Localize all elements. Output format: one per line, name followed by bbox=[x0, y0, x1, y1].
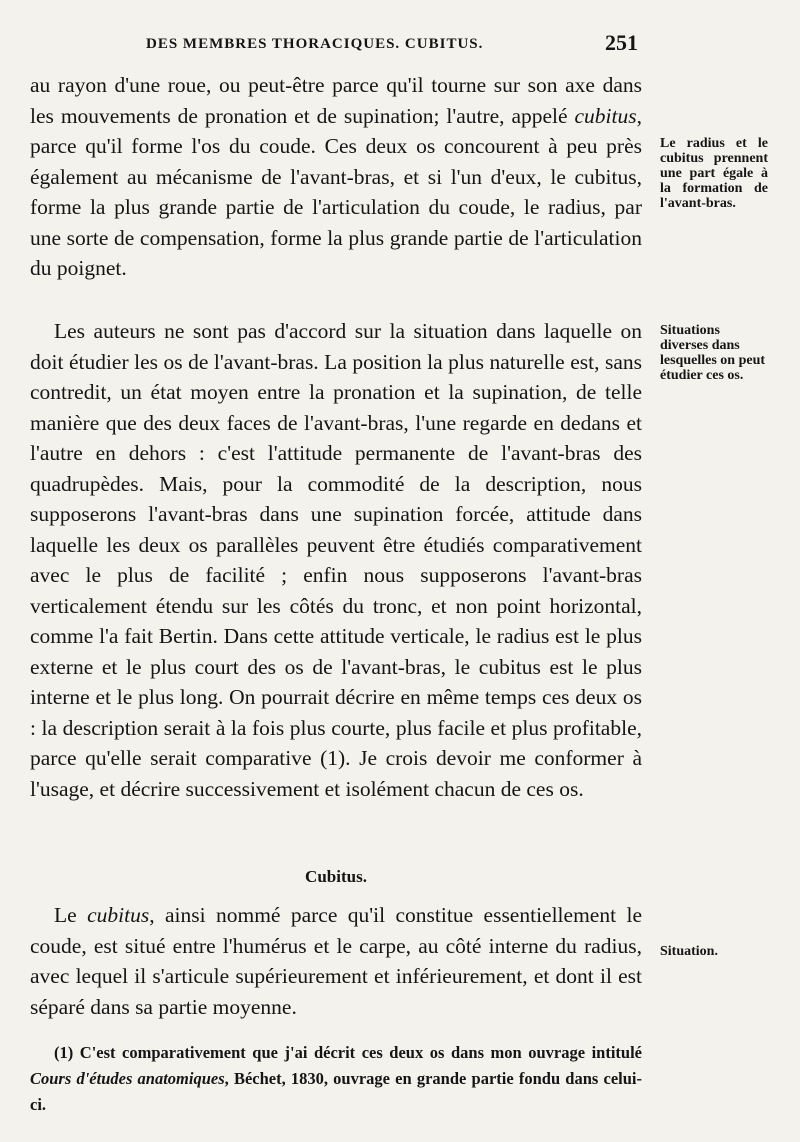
paragraph-text: , parce qu'il forme l'os du coude. Ces deux os concourent à peu près également au mécanisme de l'avant-bras, et si l'un d'eux, le cubitus, forme la plus grande partie de l'articulation du coude, le radius, par une sorte de compensation, forme la plus grande partie de l'articulation du poignet. bbox=[30, 103, 642, 280]
page-header bbox=[30, 30, 642, 60]
footnote bbox=[30, 1040, 642, 1118]
italic-title: Cours d'études anatomiques bbox=[30, 1069, 225, 1088]
running-title: DES MEMBRES THORACIQUES. CUBITUS. bbox=[146, 36, 484, 52]
paragraph-text: Le bbox=[54, 903, 88, 927]
footnote-text: (1) C'est comparativement que j'ai décrit ces deux os dans mon ouvrage intitulé bbox=[54, 1043, 642, 1062]
paragraph-text: Les auteurs ne sont pas d'accord sur la situation dans laquelle on doit étudier les os de l'avant-bras. La position la plus naturelle est, sans contredit, un état moyen entre la pronation et la supination, de telle manière que des deux faces de l'avant-bras, l'une regarde en dedans et l'autre en dehors : c'est l'attitude permanente de l'avant-bras des quadrupèdes. Mais, pour la commodité de la description, nous supposerons l'avant-bras dans une supination forcée, attitude dans laquelle les deux os parallèles peuvent être étudiés comparativement avec le plus de facilité ; enfin nous supposerons l'avant-bras verticalement étendu sur les côtés du tronc, et non point horizontal, comme l'a fait Bertin. Dans cette attitude verticale, le radius est le plus externe et le plus court des os de l'avant-bras, le cubitus est le plus interne et le plus long. On pourrait décrire en même temps ces deux os : la description serait à la fois plus courte, plus facile et plus profitable, parce qu'elle serait comparative (1). Je crois devoir me conformer à l'usage, et décrire successivement et isolément chacun de ces os. bbox=[30, 319, 642, 801]
page-number: 251 bbox=[605, 30, 638, 55]
section-heading: Cubitus. bbox=[305, 867, 367, 886]
italic-term: cubitus bbox=[574, 103, 637, 128]
margin-note-situations: Situations diverses dans lesquelles on peut étudier ces os. bbox=[660, 323, 766, 383]
margin-note-situation: Situation. bbox=[660, 944, 718, 959]
paragraph-text: au rayon d'une roue, ou peut-être parce qu'il tourne sur son axe dans les mouvements de pronation et de supination; l'autre, appelé bbox=[30, 73, 642, 128]
paragraph-continued bbox=[30, 70, 642, 284]
paragraph-cubitus bbox=[30, 900, 642, 1022]
paragraph-text: , ainsi nommé parce qu'il constitue essentiellement le coude, est situé entre l'humérus et le carpe, au côté interne du radius, avec lequel il s'articule supérieurement et inférieurement, et dont il est séparé dans sa partie moyenne. bbox=[30, 903, 642, 1019]
margin-note-formation: Le radius et le cubitus prennent une part égale à la formation de l'avant-bras. bbox=[660, 136, 768, 211]
footnote-text: , Béchet, 1830, ouvrage en grande partie fondu dans celui-ci. bbox=[30, 1069, 642, 1114]
paragraph-situation bbox=[30, 316, 642, 804]
italic-term: cubitus bbox=[87, 903, 150, 927]
